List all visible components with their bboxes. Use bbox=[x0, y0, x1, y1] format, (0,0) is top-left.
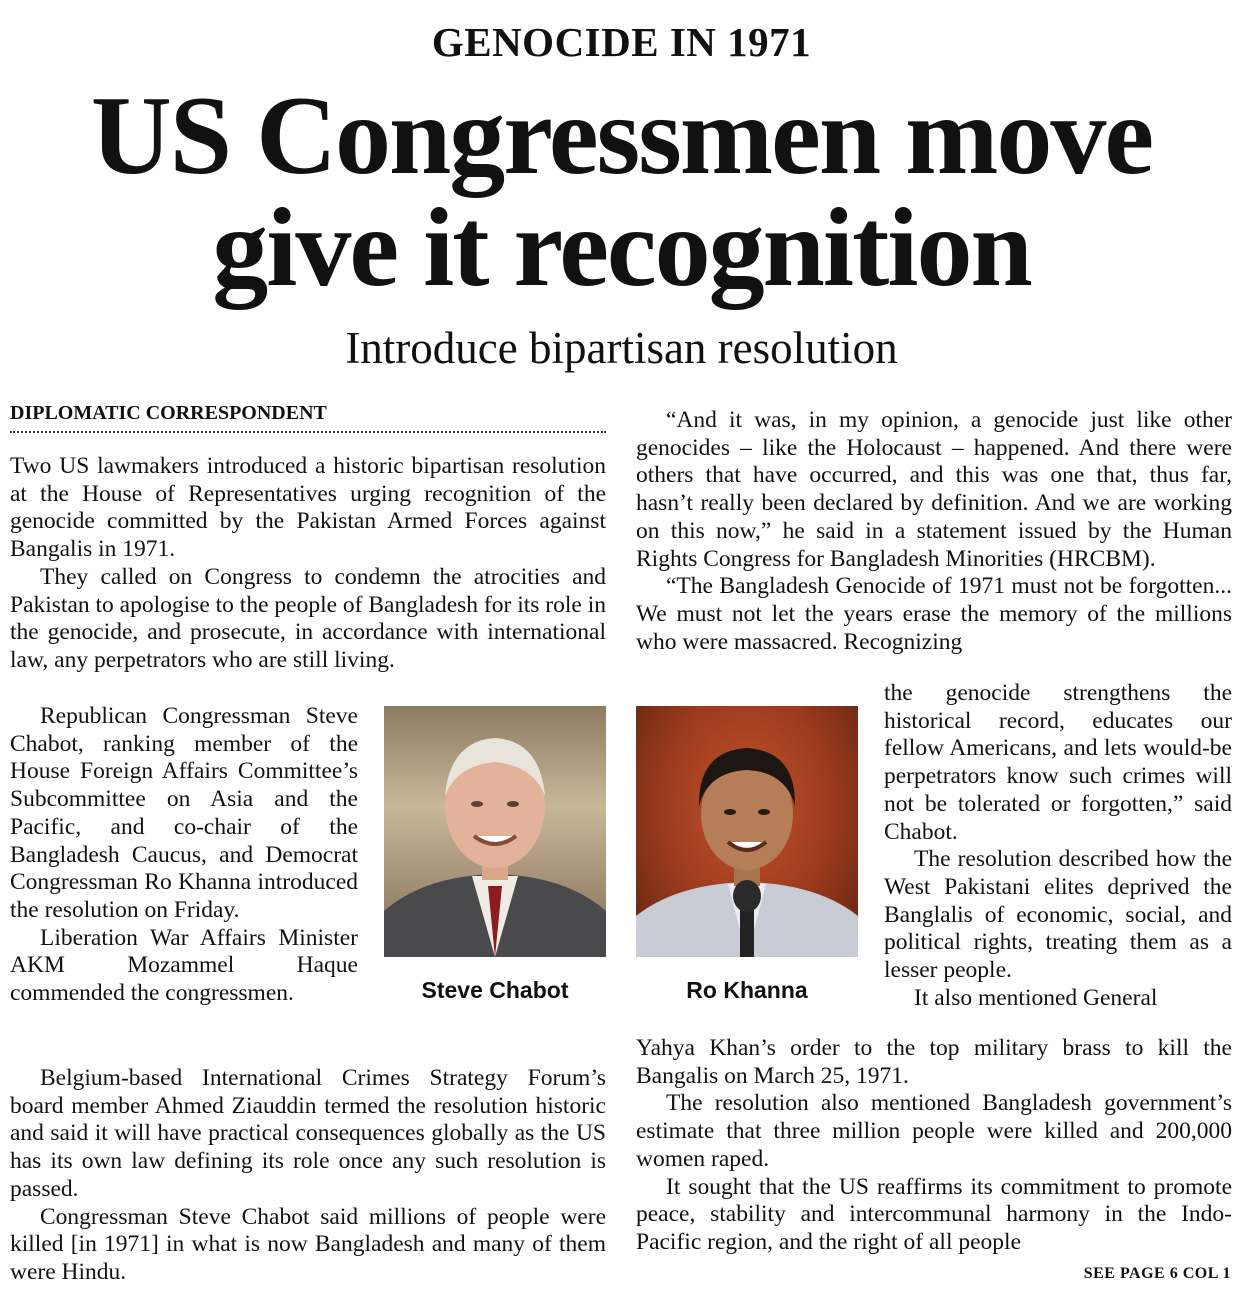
paragraph: It also mentioned General bbox=[914, 984, 1158, 1011]
photo-caption: Ro Khanna bbox=[686, 977, 808, 1003]
column-2-bottom bbox=[636, 1035, 1232, 1257]
paragraph: Belgium-based International Crimes Strategy Forum’s board member Ahmed Ziauddin termed the resolution historic and said it will have practical consequences globally as the US has its own law defining its role once any such resolution is passed. bbox=[10, 1065, 606, 1202]
headline-line-1: US Congressmen move bbox=[90, 74, 1153, 198]
paragraph: Republican Congressman Steve Chabot, ranking member of the House Foreign Affairs Committee’s Subcommittee on Asia and the Pacific, and co-chair of the Bangladesh Caucus, and Democrat Congressman Ro Khanna introduced the resolution on Friday. bbox=[10, 703, 358, 923]
paragraph: It sought that the US reaffirms its commitment to promote peace, stability and intercommunal harmony in the Indo-Pacific region, and the right of all people bbox=[636, 1173, 1232, 1255]
byline: DIPLOMATIC CORRESPONDENT bbox=[10, 402, 606, 433]
continuation-jump-line[interactable]: SEE PAGE 6 COL 1 bbox=[1083, 1265, 1231, 1282]
portrait-illustration bbox=[384, 706, 606, 957]
kicker: GENOCIDE IN 1971 bbox=[431, 19, 812, 65]
portrait-illustration bbox=[636, 706, 858, 957]
paragraph: Yahya Khan’s order to the top military brass to kill the Bangalis on March 25, 1971. bbox=[636, 1035, 1232, 1089]
steve-chabot-photo bbox=[384, 706, 606, 957]
paragraph: Congressman Steve Chabot said millions of people were killed [in 1971] in what is now Bangladesh and many of them were Hindu. bbox=[10, 1203, 606, 1285]
paragraph: “And it was, in my opinion, a genocide just like other genocides – like the Holocaust – happened. And there were others that have occurred, and this was one that, thus far, hasn’t really been declared by definition. And we are working on this now,” he said in a statement issued by the Human Rights Congress for Bangladesh Minorities (HRCBM). bbox=[636, 407, 1232, 572]
paragraph: They called on Congress to condemn the atrocities and Pakistan to apologise to the people of Bangladesh for its role in the genocide, and prosecute, in accordance with international law, any perpetrators who are still living. bbox=[10, 563, 606, 673]
headline bbox=[0, 74, 1243, 310]
paragraph: The resolution described how the West Pakistani elites deprived the Banglalis of economic, social, and political rights, treating them as a lesser people. bbox=[884, 846, 1232, 984]
paragraph: the genocide strengthens the historical record, educates our fellow Americans, and lets would-be perpetrators know such crimes will not be tolerated or forgotten,” said Chabot. bbox=[884, 680, 1232, 845]
subheadline: Introduce bipartisan resolution bbox=[345, 323, 898, 373]
paragraph: Liberation War Affairs Minister AKM Mozammel Haque commended the congressmen. bbox=[10, 924, 358, 1007]
photo-caption: Steve Chabot bbox=[421, 977, 569, 1003]
paragraph: Two US lawmakers introduced a historic bipartisan resolution at the House of Representatives urging recognition of the genocide committed by the Pakistan Armed Forces against Bangalis in 1971. bbox=[10, 453, 606, 563]
column-2-top bbox=[636, 407, 1232, 656]
ro-khanna-photo bbox=[636, 706, 858, 957]
paragraph: The resolution also mentioned Bangladesh government’s estimate that three million people were killed and 200,000 women raped. bbox=[636, 1090, 1232, 1172]
column-1-middle bbox=[10, 703, 358, 1008]
column-2-middle bbox=[884, 680, 1232, 1012]
paragraph: “The Bangladesh Genocide of 1971 must not be forgotten... We must not let the years erase the memory of the millions who were massacred. Recognizing bbox=[636, 573, 1232, 655]
column-1-top bbox=[10, 453, 606, 675]
headline-line-2: give it recognition bbox=[212, 186, 1031, 310]
column-1-bottom bbox=[10, 1065, 606, 1287]
